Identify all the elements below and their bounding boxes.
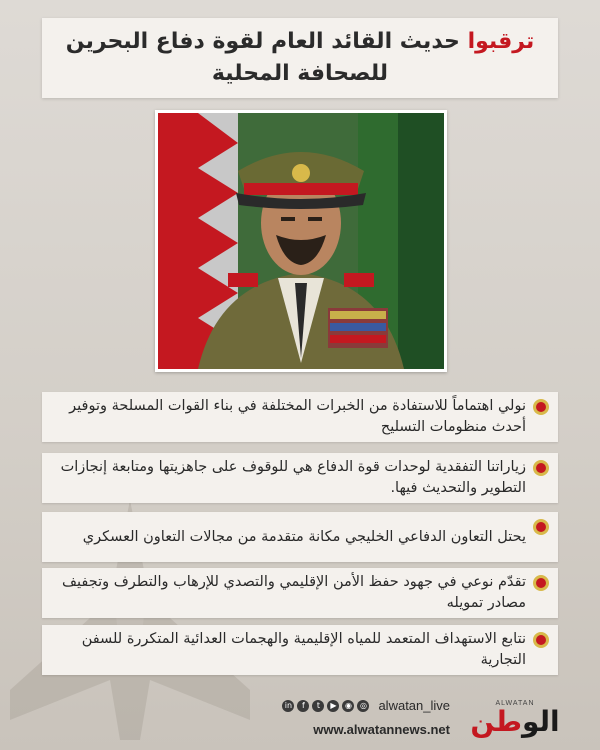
alwatan-logo	[460, 700, 570, 744]
logo-latin-text: ALWATAN	[495, 700, 535, 707]
statement-text: نولي اهتماماً للاستفادة من الخبرات المختلفة في بناء القوات المسلحة وتوفير أحدث منظومات التسليح	[69, 398, 526, 435]
statement-text: زياراتنا التفقدية لوحدات قوة الدفاع هي للوقوف على جاهزيتها ومتابعة إنجازات التطوير والتحديث فيها.	[60, 459, 526, 496]
headline-accent: ترقبوا	[467, 29, 535, 54]
statement-text: نتابع الاستهداف المتعمد للمياه الإقليمية والهجمات العدائية المتكررة للسفن التجارية	[81, 631, 526, 668]
bahrain-emblem-icon	[532, 518, 550, 536]
snapchat-icon[interactable]: ◉	[342, 700, 354, 712]
instagram-icon[interactable]: ◎	[357, 700, 369, 712]
logo-arabic-red: طن	[470, 705, 522, 738]
statement-card-4	[42, 568, 558, 618]
logo-arabic-black: الو	[521, 705, 560, 738]
website-link[interactable]: www.alwatannews.net	[313, 722, 450, 737]
bahrain-emblem-icon	[532, 398, 550, 416]
statement-card-3	[42, 512, 558, 562]
portrait-illustration	[158, 113, 444, 369]
facebook-icon[interactable]: f	[297, 700, 309, 712]
bahrain-emblem-icon	[532, 631, 550, 649]
headline-line-1	[42, 26, 558, 58]
statement-card-5	[42, 625, 558, 675]
logo-arabic-text	[460, 707, 570, 737]
statement-card-2	[42, 453, 558, 503]
youtube-icon[interactable]: ▶	[327, 700, 339, 712]
statement-text: يحتل التعاون الدفاعي الخليجي مكانة متقدمة من مجالات التعاون العسكري	[82, 528, 526, 545]
social-handle[interactable]: alwatan_live	[378, 698, 450, 713]
linkedin-icon[interactable]: in	[282, 700, 294, 712]
headline-line-2: للصحافة المحلية	[211, 61, 389, 86]
statement-text: تقدّم نوعي في جهود حفظ الأمن الإقليمي والتصدي للإرهاب والتطرف وتجفيف مصادر تمويله	[62, 574, 526, 611]
statement-card-1	[42, 392, 558, 442]
bahrain-emblem-icon	[532, 459, 550, 477]
headline-box	[42, 18, 558, 98]
bahrain-emblem-icon	[532, 574, 550, 592]
social-links	[282, 698, 450, 713]
headline-text: حديث القائد العام لقوة دفاع البحرين	[65, 29, 460, 54]
twitter-icon[interactable]: t	[312, 700, 324, 712]
portrait-photo	[155, 110, 447, 372]
